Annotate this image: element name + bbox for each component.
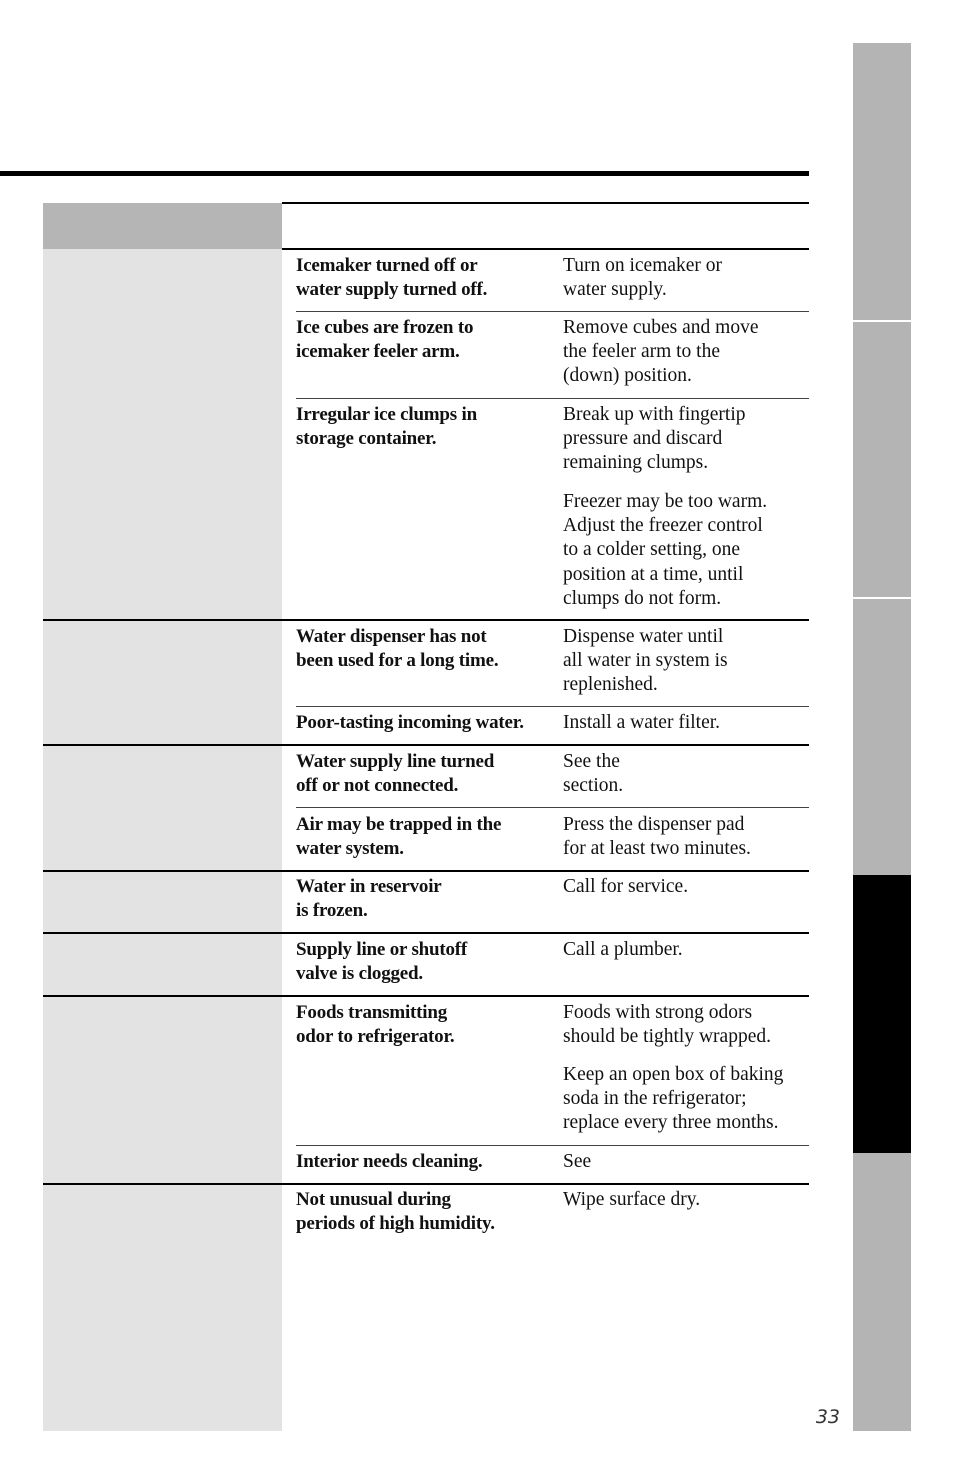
cause-text: Icemaker turned off or water supply turned off.	[296, 255, 488, 300]
section-tab-2[interactable]	[853, 322, 911, 597]
problem-column-header	[43, 203, 282, 249]
remedy-text: Freezer may be too warm. Adjust the freezer control to a colder setting, one position at a time, until clumps do not form.	[563, 491, 768, 609]
row-divider	[296, 311, 809, 312]
page-number: 33	[815, 1406, 840, 1428]
section-tab-3[interactable]	[853, 599, 911, 875]
cause-text: Ice cubes are frozen to icemaker feeler arm.	[296, 317, 474, 362]
row-divider	[296, 1145, 809, 1146]
cause-text: Water dispenser has not been used for a long time.	[296, 626, 499, 671]
section-tab-1[interactable]	[853, 43, 911, 320]
section-tab-5[interactable]	[853, 1153, 911, 1431]
table-header-rule	[282, 202, 809, 204]
top-rule	[0, 171, 809, 176]
section-divider	[43, 932, 809, 934]
remedy-text: Remove cubes and move the feeler arm to the (down) position.	[563, 317, 759, 387]
section-divider	[43, 619, 809, 621]
cause-text: Irregular ice clumps in storage container.	[296, 404, 477, 449]
cause-text: Interior needs cleaning.	[296, 1151, 483, 1172]
section-tab-4-active[interactable]	[853, 875, 911, 1153]
cause-text: Water supply line turned off or not connected.	[296, 751, 495, 796]
row-divider	[296, 807, 809, 808]
remedy-text: Press the dispenser pad for at least two minutes.	[563, 814, 751, 860]
section-divider	[43, 995, 809, 997]
remedy-text: See the section.	[563, 751, 624, 797]
problem-column	[43, 203, 282, 1431]
remedy-text: Wipe surface dry.	[563, 1189, 701, 1210]
cause-text: Poor-tasting incoming water.	[296, 712, 524, 733]
remedy-text: Keep an open box of baking soda in the refrigerator; replace every three months.	[563, 1064, 784, 1134]
cause-text: Water in reservoir is frozen.	[296, 876, 442, 921]
remedy-text: Call a plumber.	[563, 939, 683, 960]
remedy-text: Dispense water until all water in system is replenished.	[563, 626, 728, 696]
remedy-text: Foods with strong odors should be tightly wrapped.	[563, 1002, 771, 1048]
cause-text: Foods transmitting odor to refrigerator.	[296, 1002, 455, 1047]
cause-text: Air may be trapped in the water system.	[296, 814, 502, 859]
cause-text: Not unusual during periods of high humidity.	[296, 1189, 495, 1234]
section-divider	[43, 1183, 809, 1185]
remedy-text: Install a water filter.	[563, 712, 721, 733]
remedy-text: Break up with fingertip pressure and discard remaining clumps.	[563, 404, 746, 474]
row-divider	[282, 248, 809, 250]
section-divider	[43, 870, 809, 872]
remedy-text: See	[563, 1151, 592, 1172]
remedy-text: Call for service.	[563, 876, 689, 897]
section-divider	[43, 744, 809, 746]
row-divider	[296, 398, 809, 399]
row-divider	[296, 706, 809, 707]
remedy-text: Turn on icemaker or water supply.	[563, 255, 723, 301]
cause-text: Supply line or shutoff valve is clogged.	[296, 939, 468, 984]
